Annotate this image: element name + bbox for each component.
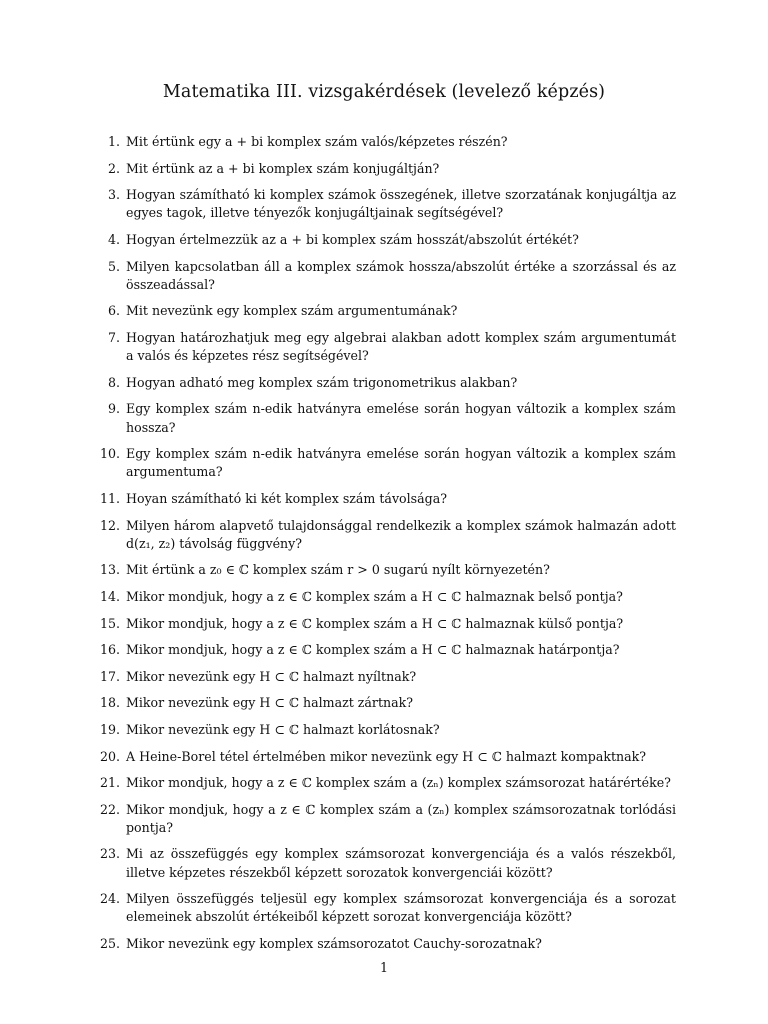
question-text: Mit nevezünk egy komplex szám argumentumának? [126, 303, 458, 319]
question-number: 17. [99, 668, 120, 684]
question-text: Milyen három alapvető tulajdonsággal rendelkezik a komplex számok halmazán adott d(z₁, z₂) távolság függvény? [126, 517, 676, 551]
question-text: Mi az összefüggés egy komplex számsorozat konvergenciája és a valós részekből, illetve képzetes részekből képzett sorozatok konvergenciái között? [126, 846, 676, 880]
question-number: 13. [99, 562, 120, 578]
question-item [92, 890, 676, 926]
question-number: 25. [99, 936, 120, 952]
question-item [92, 517, 676, 553]
question-item [92, 258, 676, 294]
question-number: 8. [107, 374, 120, 390]
question-text: Egy komplex szám n-edik hatványra emelése során hogyan változik a komplex szám argumentuma? [126, 446, 676, 480]
question-item [92, 748, 676, 766]
question-item [92, 774, 676, 792]
question-number: 5. [107, 258, 120, 274]
question-text: Mikor mondjuk, hogy a z ∈ ℂ komplex szám a H ⊂ ℂ halmaznak belső pontja? [126, 588, 623, 604]
question-item [92, 668, 676, 686]
question-text: Mikor mondjuk, hogy a z ∈ ℂ komplex szám a H ⊂ ℂ halmaznak külső pontja? [126, 615, 624, 631]
question-text: Mit értünk a z₀ ∈ ℂ komplex szám r > 0 sugarú nyílt környezetén? [126, 562, 550, 578]
question-item [92, 186, 676, 222]
question-number: 7. [107, 329, 120, 345]
question-number: 20. [99, 748, 120, 764]
question-number: 18. [99, 695, 120, 711]
question-item [92, 490, 676, 508]
question-number: 4. [107, 231, 120, 247]
question-number: 19. [99, 721, 120, 737]
question-number: 3. [107, 187, 120, 203]
question-item [92, 302, 676, 320]
question-text: Hogyan határozhatjuk meg egy algebrai alakban adott komplex szám argumentumát a valós és képzetes rész segítségével? [126, 329, 676, 364]
question-text: Milyen kapcsolatban áll a komplex számok hossza/abszolút értéke a szorzással és az összeadással? [126, 258, 676, 292]
question-item [92, 374, 676, 392]
question-text: Hogyan értelmezzük az a + bi komplex szám hosszát/abszolút értékét? [126, 231, 579, 247]
question-number: 11. [99, 490, 120, 506]
question-number: 9. [107, 401, 120, 417]
question-text: Mikor nevezünk egy H ⊂ ℂ halmazt nyíltnak? [126, 668, 417, 684]
question-item [92, 721, 676, 739]
question-text: Milyen összefüggés teljesül egy komplex számsorozat konvergenciája és a sorozat elemeinek abszolút értékeiből képzett sorozat konvergenciája között? [126, 891, 676, 925]
question-text: Mikor nevezünk egy komplex számsorozatot Cauchy-sorozatnak? [126, 936, 542, 952]
question-item [92, 588, 676, 606]
question-item [92, 641, 676, 659]
question-text: Hogyan adható meg komplex szám trigonometrikus alakban? [126, 374, 518, 390]
question-number: 14. [99, 588, 120, 604]
question-text: A Heine-Borel tétel értelmében mikor nevezünk egy H ⊂ ℂ halmazt kompaktnak? [126, 748, 647, 764]
question-item [92, 615, 676, 633]
question-number: 22. [99, 801, 120, 817]
question-item [92, 329, 676, 365]
question-number: 12. [99, 517, 120, 533]
question-number: 23. [99, 846, 120, 862]
question-item [92, 445, 676, 481]
question-item [92, 133, 676, 151]
question-text: Mikor mondjuk, hogy a z ∈ ℂ komplex szám a H ⊂ ℂ halmaznak határpontja? [126, 642, 620, 658]
document-title: Matematika III. vizsgakérdések (levelező képzés) [162, 82, 606, 102]
question-item [92, 231, 676, 249]
question-number: 6. [107, 303, 120, 319]
question-list [92, 133, 676, 962]
question-item [92, 561, 676, 579]
question-number: 1. [107, 134, 120, 149]
question-text: Mit értünk egy a + bi komplex szám valós/képzetes részén? [126, 134, 508, 149]
question-number: 16. [99, 642, 120, 658]
question-text: Mikor nevezünk egy H ⊂ ℂ halmazt zártnak? [126, 695, 414, 711]
question-number: 21. [99, 775, 120, 791]
question-number: 15. [99, 615, 120, 631]
question-text: Egy komplex szám n-edik hatványra emelése során hogyan változik a komplex szám hossza? [126, 401, 676, 435]
page-number: 1 [379, 960, 388, 975]
question-item [92, 400, 676, 436]
question-item [92, 935, 676, 953]
question-number: 10. [99, 446, 120, 462]
question-text: Mit értünk az a + bi komplex szám konjugáltján? [126, 160, 440, 176]
question-text: Mikor nevezünk egy H ⊂ ℂ halmazt korlátosnak? [126, 721, 440, 737]
question-item [92, 694, 676, 712]
question-text: Hogyan számítható ki komplex számok összegének, illetve szorzatának konjugáltja az egyes tagok, illetve tényezők konjugáltjainak segítségével? [126, 187, 676, 221]
question-item [92, 845, 676, 881]
question-text: Mikor mondjuk, hogy a z ∈ ℂ komplex szám a (zₙ) komplex számsorozatnak torlódási pontja? [126, 801, 676, 835]
question-item [92, 801, 676, 837]
question-text: Mikor mondjuk, hogy a z ∈ ℂ komplex szám a (zₙ) komplex számsorozat határértéke? [126, 775, 671, 791]
question-number: 2. [107, 160, 120, 176]
question-text: Hoyan számítható ki két komplex szám távolsága? [126, 490, 447, 506]
question-number: 24. [99, 891, 120, 907]
question-item [92, 160, 676, 178]
